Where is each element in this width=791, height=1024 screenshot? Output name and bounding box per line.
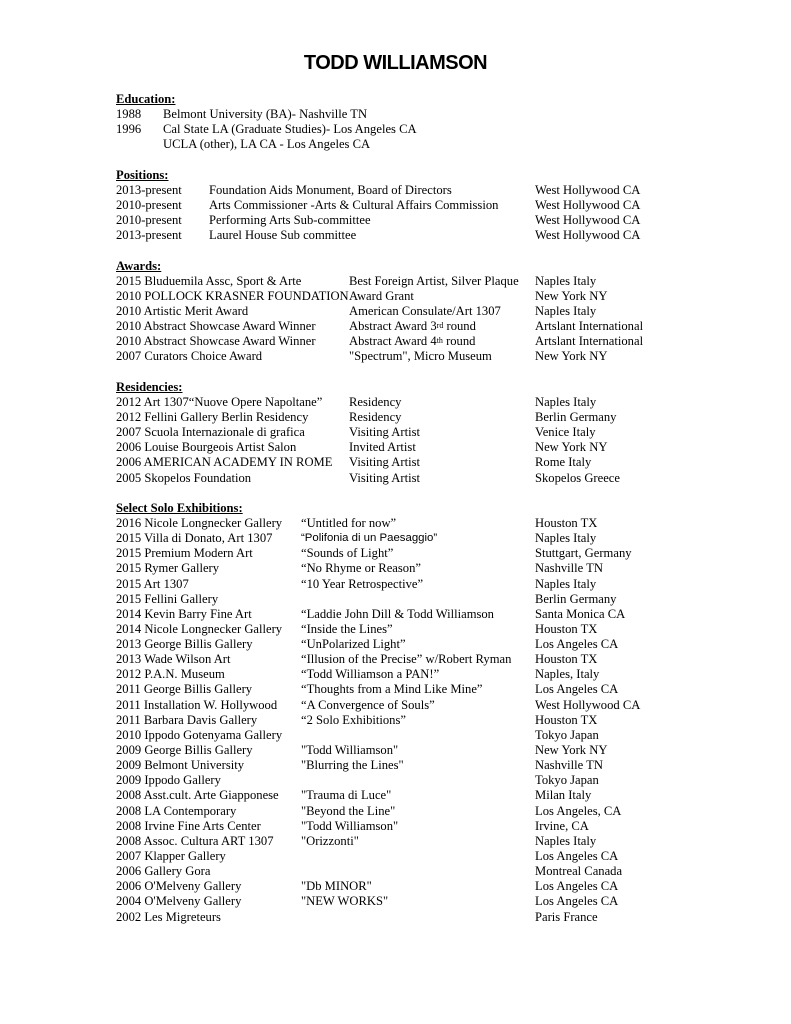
- exhibition-venue: 2014 Nicole Longnecker Gallery: [116, 621, 283, 636]
- exhibition-row: [116, 607, 776, 622]
- positions-heading: Positions:: [116, 167, 169, 182]
- exhibition-title: “10 Year Retrospective”: [301, 576, 424, 591]
- exhibition-title: “No Rhyme or Reason”: [301, 561, 421, 576]
- education-text: Belmont University (BA)- Nashville TN: [163, 107, 368, 122]
- award-detail: [349, 349, 492, 364]
- exhibition-row: [116, 698, 776, 713]
- award-name: 2010 Abstract Showcase Award Winner: [116, 334, 316, 349]
- exhibition-location: Montreal Canada: [535, 864, 623, 879]
- exhibition-location: Nashville TN: [535, 758, 603, 773]
- award-name: 2010 POLLOCK KRASNER FOUNDATION: [116, 288, 349, 303]
- exhibition-location: Los Angeles, CA: [535, 803, 622, 818]
- residencies-heading: Residencies:: [116, 379, 183, 394]
- exhibition-venue: 2006 Gallery Gora: [116, 864, 211, 879]
- award-detail: [349, 304, 501, 319]
- exhibition-row: [116, 667, 776, 682]
- education-year: 1988: [116, 107, 142, 122]
- exhibition-row: [116, 879, 776, 894]
- award-row: [116, 349, 776, 364]
- education-year: 1996: [116, 122, 142, 137]
- exhibition-location: New York NY: [535, 743, 608, 758]
- residency-row: [116, 440, 776, 455]
- exhibition-title: "NEW WORKS": [301, 894, 389, 909]
- award-location: New York NY: [535, 349, 608, 364]
- exhibition-location: Los Angeles CA: [535, 879, 619, 894]
- awards-list: [116, 274, 776, 365]
- exhibition-title: “Laddie John Dill & Todd Williamson: [301, 606, 494, 621]
- award-title: Best Foreign Artist, Silver Plaque: [349, 273, 519, 288]
- exhibition-location: Stuttgart, Germany: [535, 546, 632, 561]
- exhibition-row: [116, 682, 776, 697]
- exhibition-row: [116, 864, 776, 879]
- solo-exhibitions-list: [116, 516, 776, 925]
- award-name: 2015 Bluduemila Assc, Sport & Arte: [116, 273, 302, 288]
- exhibition-venue: 2009 Ippodo Gallery: [116, 773, 221, 788]
- exhibition-title: "Todd Williamson": [301, 743, 399, 758]
- residency-type: Visiting Artist: [349, 470, 420, 485]
- exhibition-venue: 2016 Nicole Longnecker Gallery: [116, 515, 283, 530]
- exhibition-location: Irvine, CA: [535, 818, 589, 833]
- award-detail: [349, 334, 475, 349]
- position-row: [116, 183, 776, 198]
- award-title: Abstract Award 3: [349, 319, 437, 334]
- award-title: Award Grant: [349, 288, 414, 303]
- position-location: West Hollywood CA: [535, 213, 641, 228]
- exhibition-location: Houston TX: [535, 712, 598, 727]
- exhibition-row: [116, 728, 776, 743]
- exhibition-location: Houston TX: [535, 515, 598, 530]
- residency-location: Venice Italy: [535, 425, 596, 440]
- residency-type: Residency: [349, 409, 402, 424]
- residency-location: Berlin Germany: [535, 409, 617, 424]
- residency-row: [116, 410, 776, 425]
- exhibition-location: Los Angeles CA: [535, 637, 619, 652]
- exhibition-location: Naples Italy: [535, 531, 597, 546]
- exhibition-title: "Trauma di Luce": [301, 788, 392, 803]
- award-ordinal-suffix: th: [436, 336, 443, 346]
- exhibition-venue: 2009 George Billis Gallery: [116, 743, 253, 758]
- position-location: West Hollywood CA: [535, 228, 641, 243]
- exhibition-location: Naples Italy: [535, 833, 597, 848]
- exhibition-title: “Polifonia di un Paesaggio”: [301, 532, 438, 545]
- exhibition-location: Paris France: [535, 909, 598, 924]
- exhibition-title: "Db MINOR": [301, 879, 372, 894]
- residency-row: [116, 455, 776, 470]
- exhibition-row: [116, 637, 776, 652]
- award-title: "Spectrum", Micro Museum: [349, 349, 492, 364]
- exhibition-row: [116, 561, 776, 576]
- exhibition-location: Los Angeles CA: [535, 682, 619, 697]
- residency-name: 2012 Art 1307“Nuove Opere Napoltane”: [116, 394, 323, 409]
- position-role: Arts Commissioner -Arts & Cultural Affairs Commission: [209, 197, 499, 212]
- exhibition-venue: 2015 Premium Modern Art: [116, 546, 253, 561]
- exhibition-row: [116, 531, 776, 546]
- exhibition-venue: 2002 Les Migreteurs: [116, 909, 221, 924]
- exhibition-title: “Todd Williamson a PAN!”: [301, 667, 440, 682]
- education-heading: Education:: [116, 92, 176, 106]
- exhibition-row: [116, 652, 776, 667]
- position-role: Performing Arts Sub-committee: [209, 213, 371, 228]
- exhibition-location: Houston TX: [535, 621, 598, 636]
- award-row: [116, 289, 776, 304]
- position-years: 2013-present: [116, 182, 182, 197]
- exhibition-title: “UnPolarized Light”: [301, 637, 406, 652]
- award-name: 2010 Artistic Merit Award: [116, 303, 249, 318]
- exhibition-venue: 2014 Kevin Barry Fine Art: [116, 606, 252, 621]
- residency-row: [116, 425, 776, 440]
- resume-body: [116, 92, 776, 940]
- education-text: UCLA (other), LA CA - Los Angeles CA: [163, 137, 371, 152]
- award-title-end: round: [443, 319, 476, 334]
- award-ordinal-suffix: rd: [436, 321, 444, 331]
- residency-location: Rome Italy: [535, 455, 592, 470]
- exhibition-venue: 2013 George Billis Gallery: [116, 637, 253, 652]
- exhibition-title: “Sounds of Light”: [301, 546, 394, 561]
- exhibition-row: [116, 758, 776, 773]
- exhibition-title: "Todd Williamson": [301, 818, 399, 833]
- exhibition-location: Los Angeles CA: [535, 894, 619, 909]
- position-years: 2010-present: [116, 197, 182, 212]
- awards-section: [116, 259, 776, 365]
- residency-type: Invited Artist: [349, 440, 416, 455]
- residency-name: 2012 Fellini Gallery Berlin Residency: [116, 409, 309, 424]
- exhibition-location: Tokyo Japan: [535, 727, 599, 742]
- position-role: Laurel House Sub committee: [209, 228, 357, 243]
- exhibition-row: [116, 592, 776, 607]
- exhibition-location: West Hollywood CA: [535, 697, 641, 712]
- award-title: Abstract Award 4: [349, 334, 437, 349]
- exhibition-row: [116, 910, 776, 925]
- exhibition-row: [116, 834, 776, 849]
- position-row: [116, 228, 776, 243]
- exhibition-row: [116, 894, 776, 909]
- exhibition-location: Milan Italy: [535, 788, 592, 803]
- position-location: West Hollywood CA: [535, 197, 641, 212]
- award-detail: [349, 274, 519, 289]
- exhibition-venue: 2012 P.A.N. Museum: [116, 667, 225, 682]
- exhibition-venue: 2011 Barbara Davis Gallery: [116, 712, 258, 727]
- exhibition-venue: 2009 Belmont University: [116, 758, 245, 773]
- exhibition-row: [116, 773, 776, 788]
- residency-row: [116, 395, 776, 410]
- position-location: West Hollywood CA: [535, 182, 641, 197]
- exhibition-venue: 2011 Installation W. Hollywood: [116, 697, 278, 712]
- exhibition-venue: 2015 Art 1307: [116, 576, 189, 591]
- exhibition-title: “Untitled for now”: [301, 515, 397, 530]
- education-section: [116, 92, 776, 153]
- award-row: [116, 274, 776, 289]
- residency-location: Skopelos Greece: [535, 470, 620, 485]
- award-location: Naples Italy: [535, 303, 597, 318]
- award-location: Naples Italy: [535, 273, 597, 288]
- residency-type: Residency: [349, 394, 402, 409]
- exhibition-venue: 2015 Rymer Gallery: [116, 561, 220, 576]
- position-row: [116, 198, 776, 213]
- residencies-list: [116, 395, 776, 486]
- residency-name: 2007 Scuola Internazionale di grafica: [116, 425, 305, 440]
- exhibition-row: [116, 622, 776, 637]
- exhibition-venue: 2004 O'Melveny Gallery: [116, 894, 242, 909]
- solo-exhibitions-heading: Select Solo Exhibitions:: [116, 500, 243, 515]
- exhibition-title: “A Convergence of Souls”: [301, 697, 435, 712]
- award-row: [116, 334, 776, 349]
- exhibition-row: [116, 788, 776, 803]
- exhibition-row: [116, 516, 776, 531]
- exhibition-title: "Orizzonti": [301, 833, 359, 848]
- exhibition-title: "Beyond the Line": [301, 803, 396, 818]
- award-name: 2010 Abstract Showcase Award Winner: [116, 319, 316, 334]
- exhibition-location: Tokyo Japan: [535, 773, 599, 788]
- exhibition-title: “Thoughts from a Mind Like Mine”: [301, 682, 483, 697]
- exhibition-location: Naples, Italy: [535, 667, 600, 682]
- education-text: Cal State LA (Graduate Studies)- Los Angeles CA: [163, 122, 417, 137]
- position-role: Foundation Aids Monument, Board of Directors: [209, 182, 452, 197]
- exhibition-row: [116, 577, 776, 592]
- residency-name: 2005 Skopelos Foundation: [116, 470, 252, 485]
- award-title: American Consulate/Art 1307: [349, 303, 501, 318]
- residency-type: Visiting Artist: [349, 455, 420, 470]
- education-row: [116, 122, 776, 137]
- positions-section: [116, 168, 776, 244]
- award-title-end: round: [442, 334, 476, 349]
- award-location: New York NY: [535, 288, 608, 303]
- residencies-section: [116, 380, 776, 486]
- position-years: 2013-present: [116, 228, 182, 243]
- exhibition-row: [116, 819, 776, 834]
- position-years: 2010-present: [116, 213, 182, 228]
- exhibition-location: Berlin Germany: [535, 591, 617, 606]
- exhibition-venue: 2007 Klapper Gallery: [116, 849, 226, 864]
- award-detail: [349, 289, 414, 304]
- exhibition-location: Los Angeles CA: [535, 849, 619, 864]
- exhibition-venue: 2013 Wade Wilson Art: [116, 652, 231, 667]
- solo-exhibitions-section: [116, 501, 776, 925]
- exhibition-venue: 2008 LA Contemporary: [116, 803, 237, 818]
- exhibition-row: [116, 546, 776, 561]
- residency-name: 2006 AMERICAN ACADEMY IN ROME: [116, 455, 333, 470]
- position-row: [116, 213, 776, 228]
- exhibition-location: Naples Italy: [535, 576, 597, 591]
- exhibition-venue: 2011 George Billis Gallery: [116, 682, 253, 697]
- award-location: Artslant International: [535, 319, 644, 334]
- exhibition-row: [116, 743, 776, 758]
- exhibition-venue: 2010 Ippodo Gotenyama Gallery: [116, 727, 283, 742]
- exhibition-title: "Blurring the Lines": [301, 758, 404, 773]
- awards-heading: Awards:: [116, 258, 162, 273]
- award-detail: [349, 319, 476, 334]
- exhibition-title: “2 Solo Exhibitions”: [301, 712, 406, 727]
- exhibition-venue: 2006 O'Melveny Gallery: [116, 879, 242, 894]
- award-location: Artslant International: [535, 334, 644, 349]
- exhibition-venue: 2015 Villa di Donato, Art 1307: [116, 531, 273, 546]
- exhibition-title: “Illusion of the Precise” w/Robert Ryman: [301, 652, 512, 667]
- exhibition-location: Houston TX: [535, 652, 598, 667]
- exhibition-venue: 2008 Assoc. Cultura ART 1307: [116, 833, 274, 848]
- residency-row: [116, 471, 776, 486]
- exhibition-venue: 2008 Irvine Fine Arts Center: [116, 818, 261, 833]
- award-row: [116, 304, 776, 319]
- exhibition-title: “Inside the Lines”: [301, 621, 393, 636]
- exhibition-row: [116, 713, 776, 728]
- exhibition-venue: 2008 Asst.cult. Arte Giapponese: [116, 788, 279, 803]
- exhibition-location: Santa Monica CA: [535, 606, 626, 621]
- education-row: [116, 137, 776, 152]
- exhibition-location: Nashville TN: [535, 561, 603, 576]
- exhibition-venue: 2015 Fellini Gallery: [116, 591, 219, 606]
- award-row: [116, 319, 776, 334]
- residency-type: Visiting Artist: [349, 425, 420, 440]
- residency-location: New York NY: [535, 440, 608, 455]
- award-name: 2007 Curators Choice Award: [116, 349, 263, 364]
- exhibition-row: [116, 804, 776, 819]
- exhibition-row: [116, 849, 776, 864]
- residency-name: 2006 Louise Bourgeois Artist Salon: [116, 440, 297, 455]
- page-title: TODD WILLIAMSON: [303, 52, 488, 74]
- positions-list: [116, 183, 776, 244]
- residency-location: Naples Italy: [535, 394, 597, 409]
- education-row: [116, 107, 776, 122]
